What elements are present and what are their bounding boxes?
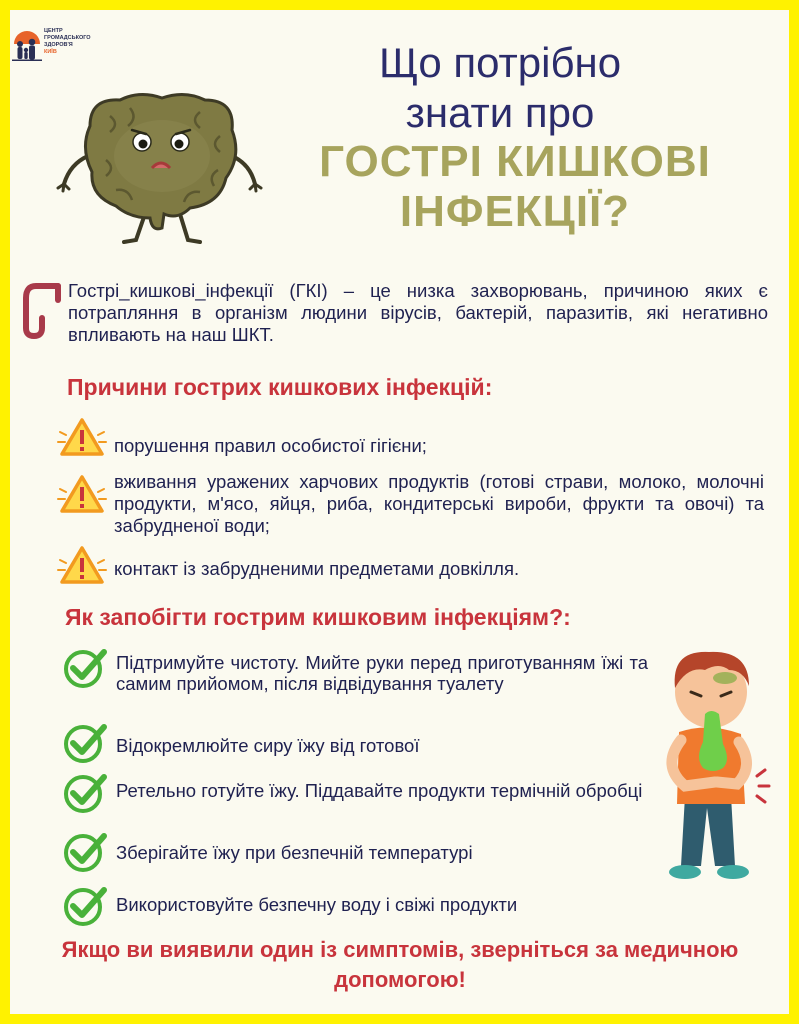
prevention-item-4: Зберігайте їжу при безпечній температурі [116, 842, 473, 863]
checkmark-icon [62, 646, 108, 690]
intestine-character-illustration [50, 86, 270, 256]
prevention-item-2: Відокремлюйте сиру їжу від готової [116, 735, 420, 756]
cause-item-3: контакт із забрудненими предметами довкілля. [114, 558, 520, 579]
checkmark-icon [62, 830, 108, 874]
cause-item-2: вживання уражених харчових продуктів (готові страви, молоко, молочні продукти, м'ясо, яйця, риба, кондитерські вироби, фрукти та овочі) та забрудненої води; [114, 471, 764, 536]
sick-boy-illustration [645, 636, 775, 896]
family-logo-icon [10, 22, 44, 66]
warning-icon [56, 542, 108, 588]
poster [10, 10, 789, 1014]
title-line-2: знати про [405, 89, 595, 136]
logo-line-3: ЗДОРОВ'Я [44, 42, 73, 48]
causes-heading: Причини гострих кишкових інфекцій: [67, 374, 493, 400]
title-line-1: Що потрібно [378, 39, 622, 86]
warning-icon [56, 414, 108, 460]
checkmark-icon [62, 771, 108, 815]
title-line-3: ГОСТРІ КИШКОВІ [319, 137, 711, 186]
checkmark-icon [62, 884, 108, 928]
checkmark-icon [62, 721, 108, 765]
intro-text: Гострі_кишкові_інфекції (ГКІ) – це низка захворювань, причиною яких є потрапляння в організм людини вірусів, бактерій, паразитів, які негативно впливають на наш ШКТ. [68, 280, 768, 345]
prevention-item-1: Підтримуйте чистоту. Мийте руки перед приготуванням їжі та самим прийомом, після відвідування туалету [116, 652, 648, 694]
logo-line-1: ЦЕНТР [44, 28, 63, 34]
footer-call-to-action: Якщо ви виявили один із симптомів, зверніться за медичною допомогою! [61, 937, 739, 992]
intestine-icon [18, 278, 68, 348]
title-line-4: ІНФЕКЦІЇ? [399, 187, 631, 236]
logo-text [44, 28, 124, 56]
organization-logo [10, 18, 130, 72]
prevention-item-3: Ретельно готуйте їжу. Піддавайте продукти термічній обробці [116, 780, 643, 801]
logo-city: КИЇВ [44, 49, 57, 55]
prevention-item-5: Використовуйте безпечну воду і свіжі продукти [116, 894, 518, 915]
warning-icon [56, 471, 108, 517]
logo-line-2: ГРОМАДСЬКОГО [44, 35, 91, 41]
prevention-heading: Як запобігти гострим кишковим інфекціям?: [65, 604, 571, 630]
cause-item-1: порушення правил особистої гігієни; [114, 435, 427, 456]
